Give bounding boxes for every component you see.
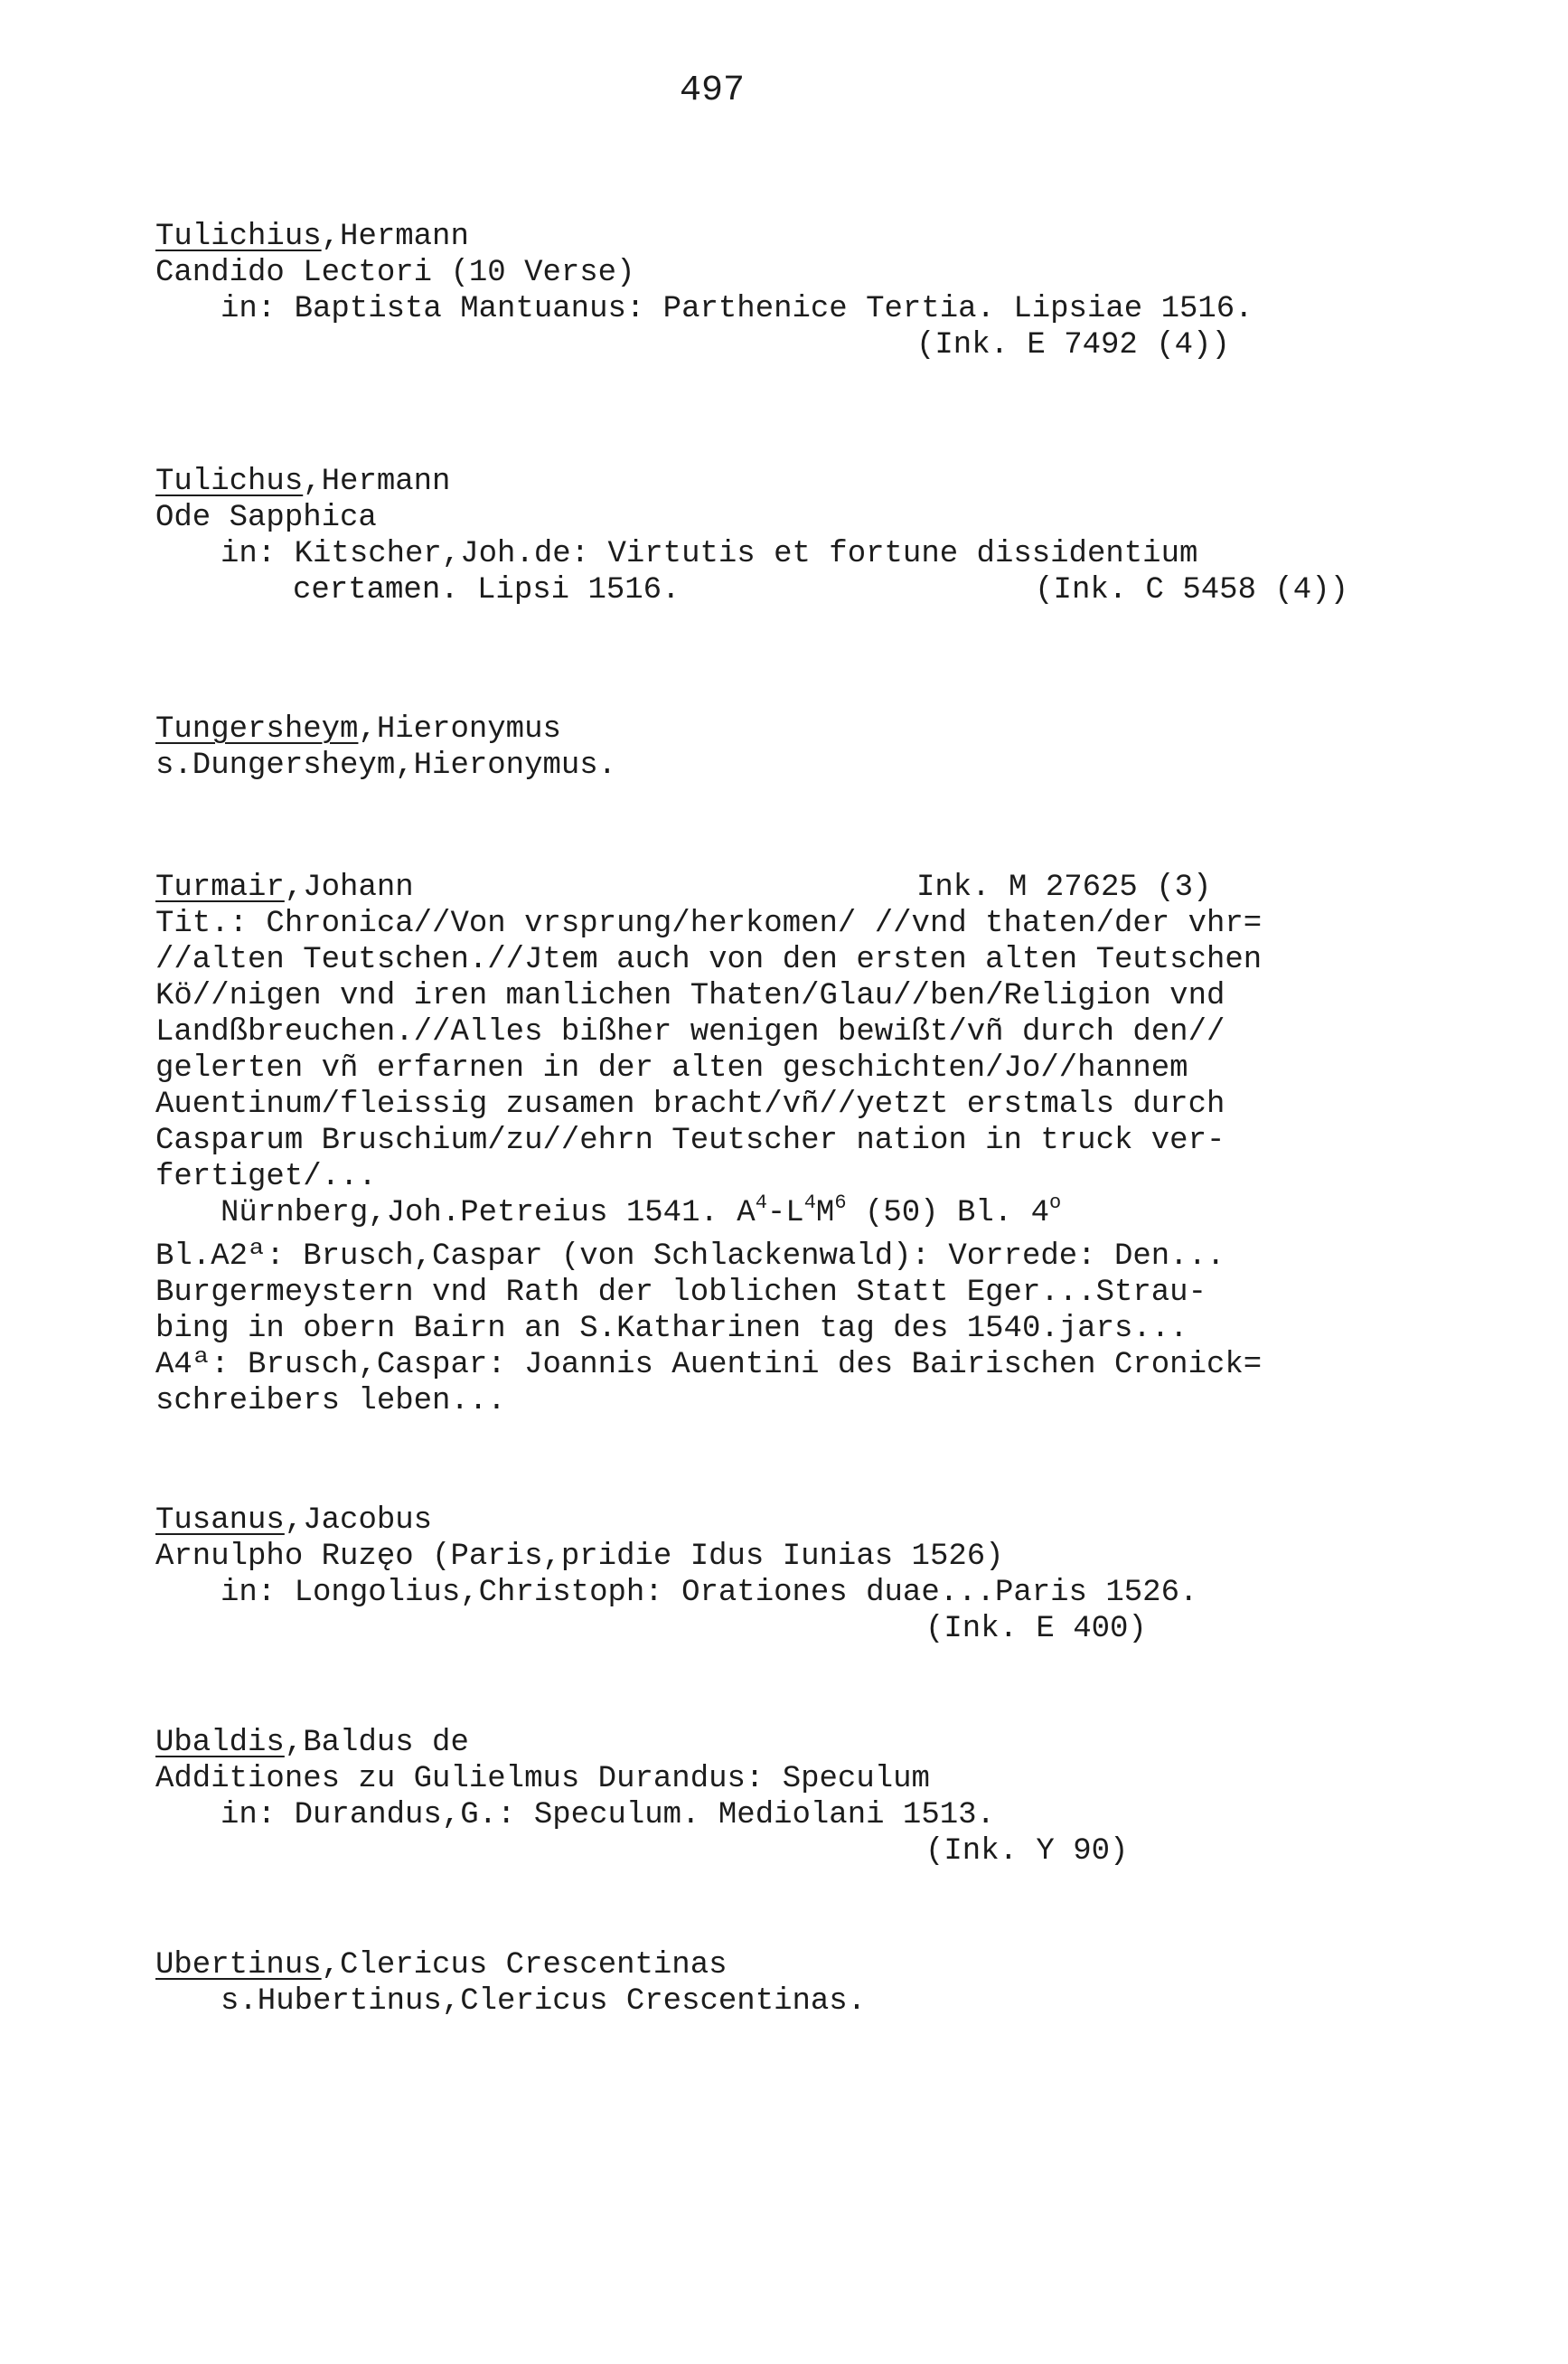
entry-shelfmark: (Ink. C 5458 (4)) [1035,573,1348,607]
entry-title: Candido Lectori (10 Verse) [155,256,635,290]
note-line: A4ª: Brusch,Caspar: Joannis Auentini des Bairischen Cronick= [155,1348,1263,1382]
title-line: Landßbreuchen.//Alles bißher wenigen bewißt/vñ durch den// [155,1015,1225,1050]
entry-ubertinus [155,1947,1348,2020]
imprint-line: Nürnberg,Joh.Petreius 1541. $A^4-L^4M^6$ (50) Bl. 4$^o$ [221,1191,1062,1230]
title-line: Casparum Bruschium/zu//ehrn Teutscher nation in truck ver- [155,1124,1225,1158]
title-line: gelerten vñ erfarnen in der alten geschichten/Jo//hannem [155,1051,1188,1086]
entry-source: in: Durandus,G.: Speculum. Mediolani 1513. [221,1798,995,1832]
entry-ubaldis [155,1725,1348,1870]
note-line: Burgermeystern vnd Rath der loblichen Statt Eger...Strau- [155,1276,1207,1310]
title-line: Tit.: Chronica//Von vrsprung/herkomen/ //vnd thaten/der vhr= [155,907,1263,941]
entry-source: in: Baptista Mantuanus: Parthenice Tertia. Lipsiae 1516. [221,292,1253,326]
note-line: bing in obern Bairn an S.Katharinen tag des 1540.jars... [155,1312,1188,1346]
entry-heading [155,1947,1348,1983]
entry-name-rest: ,Baldus de [284,1726,469,1760]
title-line: Auentinum/fleissig zusamen bracht/vñ//yetzt erstmals durch [155,1088,1225,1122]
entry-turmair [155,870,1348,1419]
note-line: Bl.A2ª: Brusch,Caspar (von Schlackenwald): Vorrede: Den... [155,1239,1225,1274]
title-line: //alten Teutschen.//Jtem auch von den ersten alten Teutschen [155,943,1263,977]
title-line: Kö//nigen vnd iren manlichen Thaten/Glau//ben/Religion vnd [155,979,1225,1013]
entry-source-cont: certamen. Lipsi 1516. (Ink. C 5458 (4)) [293,573,1348,607]
entry-heading [155,219,1348,255]
entry-cross-reference: s.Dungersheym,Hieronymus. [155,749,617,783]
title-line: fertiget/... [155,1160,377,1194]
entry-tulichus [155,464,1348,608]
entry-name-rest: ,Johann [284,871,414,905]
entry-heading [155,464,1348,500]
entry-name: Tulichus [155,465,304,499]
entry-heading [155,1725,1348,1761]
entry-name: Tungersheym [155,712,359,747]
entry-name-rest: ,Clericus Crescentinas [321,1948,728,1983]
entry-tusanus [155,1502,1348,1647]
entry-name: Tulichius [155,220,322,254]
entry-shelfmark: (Ink. E 400) [925,1612,1147,1646]
entry-name: Tusanus [155,1503,285,1538]
entry-heading [155,1502,1348,1539]
entry-heading [155,870,1348,906]
entry-source: in: Kitscher,Joh.de: Virtutis et fortune dissidentium [221,537,1198,571]
entry-name: Ubertinus [155,1948,322,1983]
entry-cross-reference: s.Hubertinus,Clericus Crescentinas. [221,1984,867,2019]
entry-tulichius [155,219,1348,363]
entry-title: Ode Sapphica [155,501,377,535]
entry-name-rest: ,Hermann [303,465,451,499]
entry-tungersheym [155,711,1348,784]
page-number: 497 [680,71,746,111]
entry-title: Arnulpho Ruzęo (Paris,pridie Idus Iunias 1526) [155,1540,1004,1574]
entry-name-rest: ,Hieronymus [358,712,561,747]
entry-name-rest: ,Hermann [321,220,469,254]
entry-title: Additiones zu Gulielmus Durandus: Speculum [155,1762,930,1796]
entry-source: in: Longolius,Christoph: Orationes duae...Paris 1526. [221,1576,1198,1610]
note-line: schreibers leben... [155,1384,506,1418]
entry-name: Ubaldis [155,1726,285,1760]
entry-shelfmark: (Ink. E 7492 (4)) [916,328,1230,363]
entry-heading [155,711,1348,748]
entry-name: Turmair [155,871,285,905]
entry-name-rest: ,Jacobus [284,1503,433,1538]
entry-shelfmark: (Ink. Y 90) [925,1834,1129,1869]
entry-shelfmark: Ink. M 27625 (3) [916,871,1212,905]
